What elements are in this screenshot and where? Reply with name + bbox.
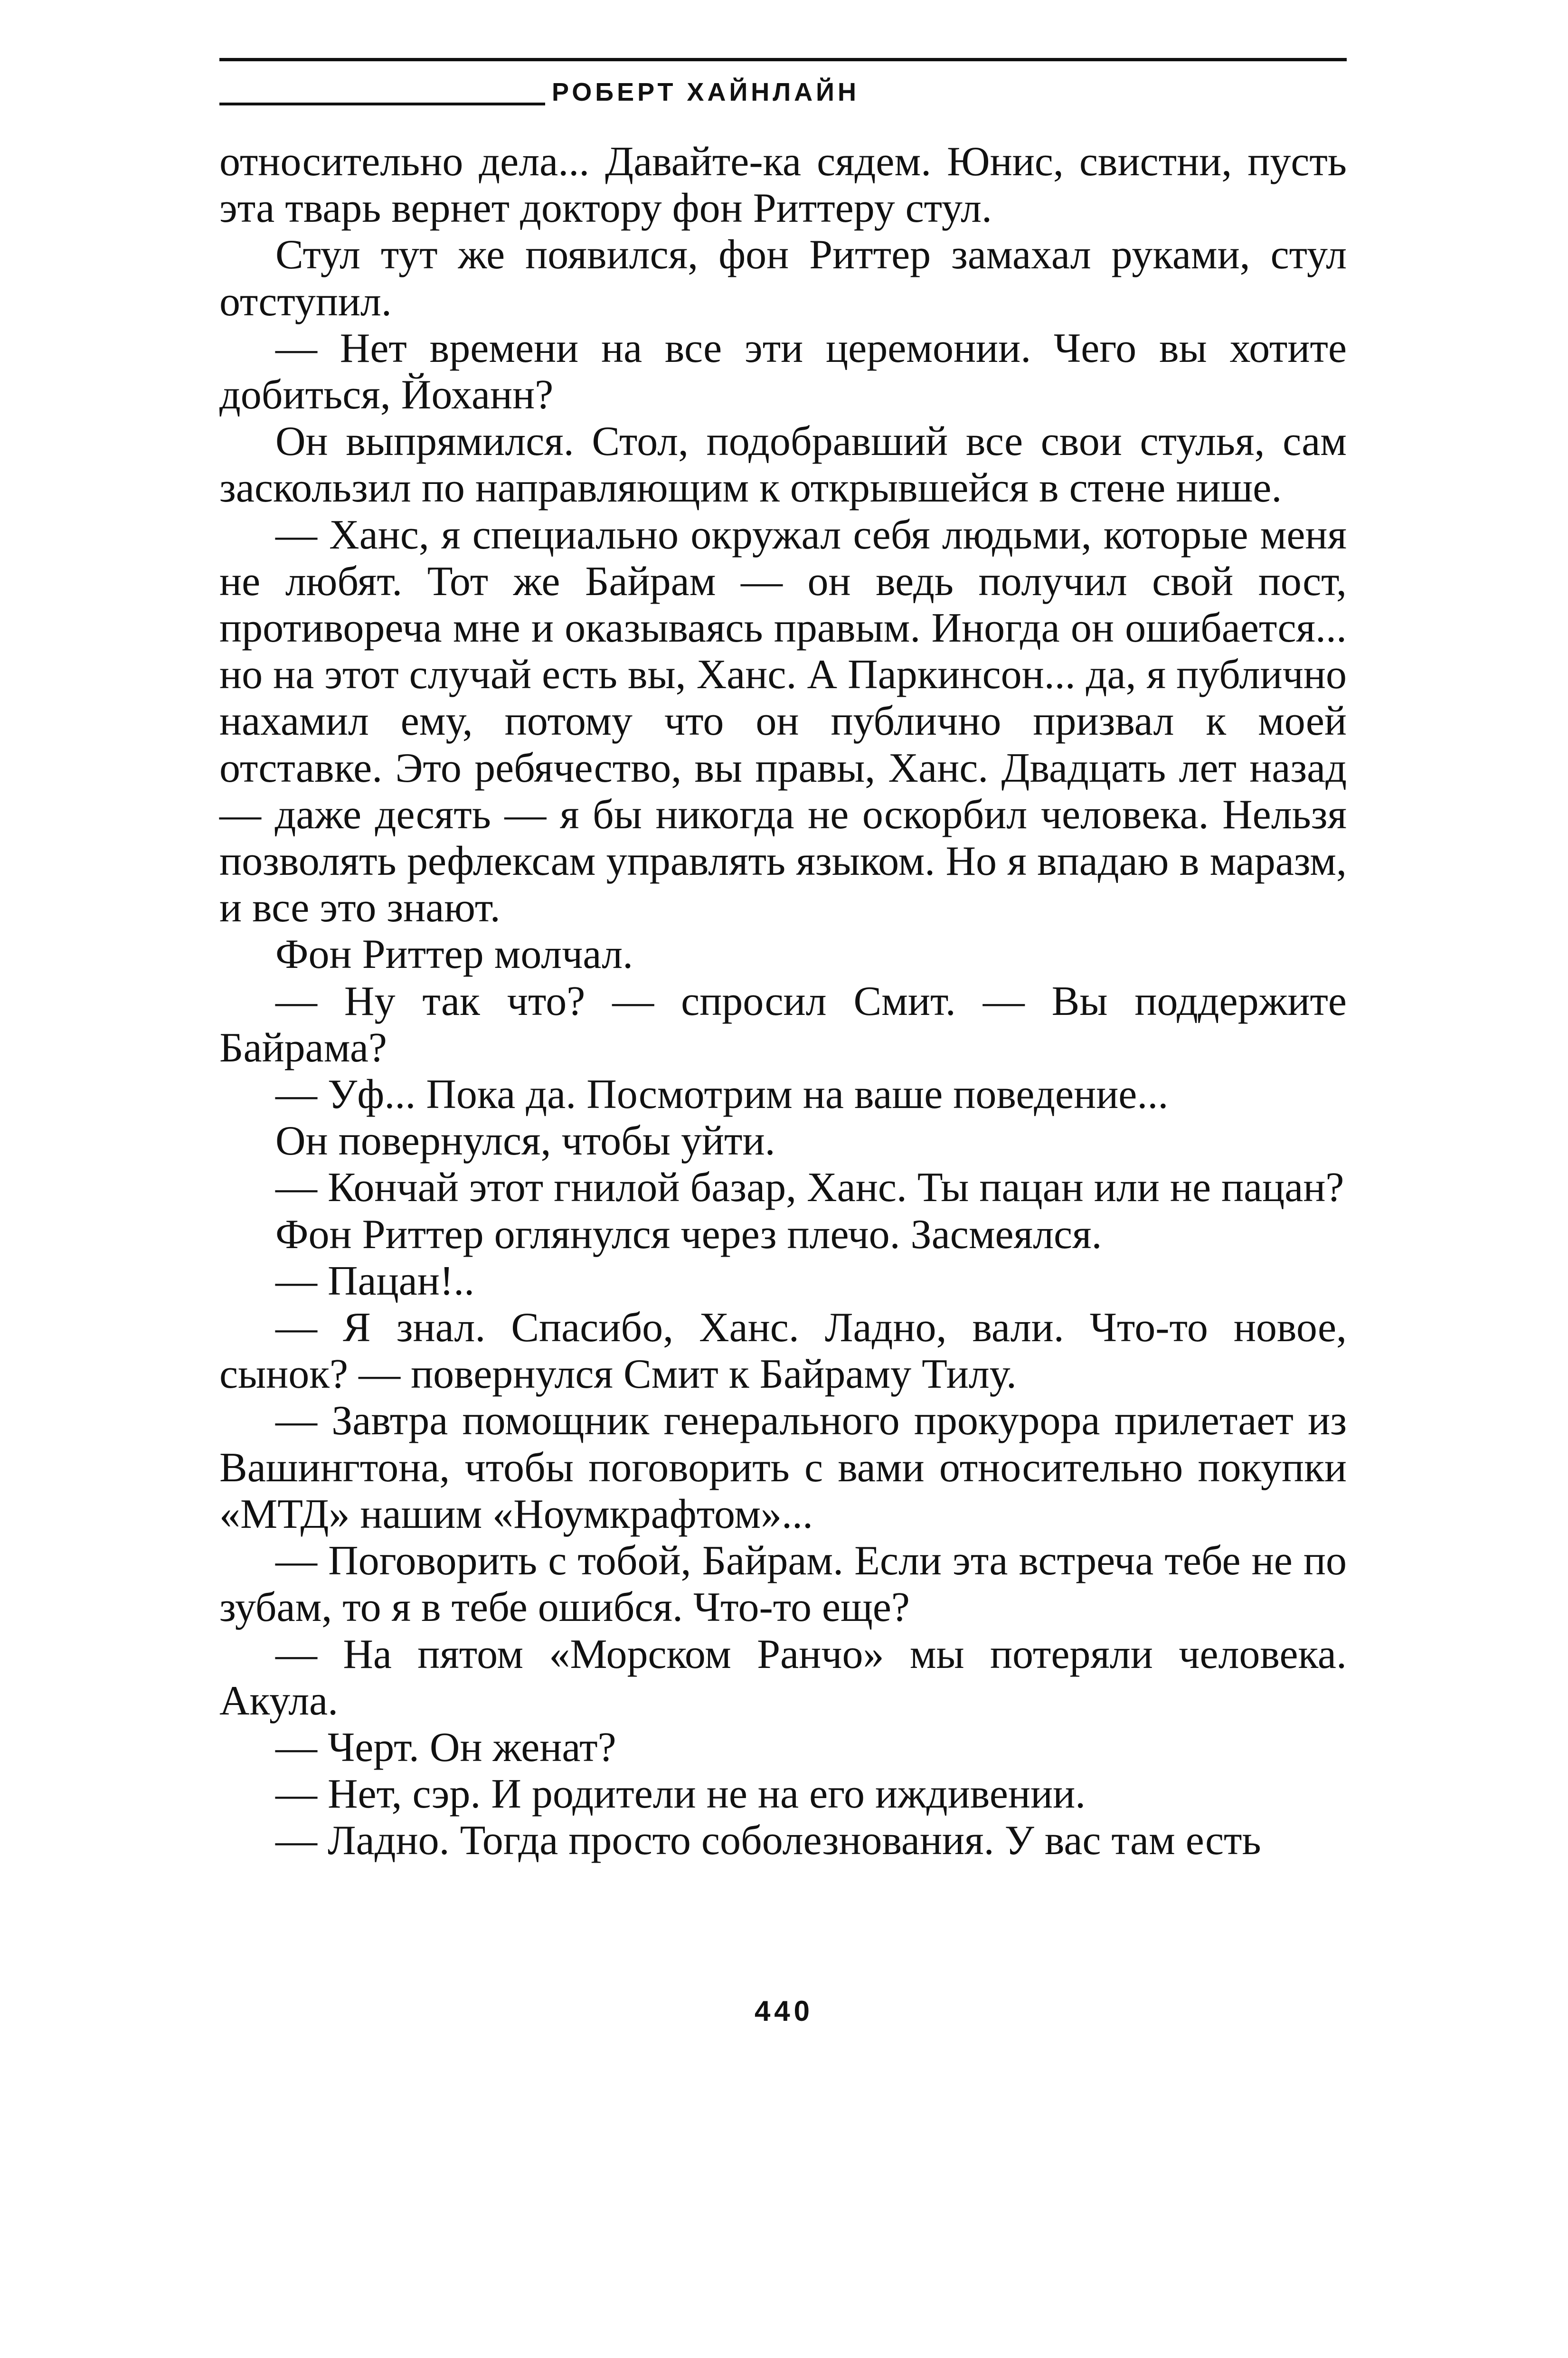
- paragraph: — Нет, сэр. И родители не на его иждивении.: [275, 1771, 1086, 1818]
- page-header: [219, 51, 1347, 118]
- paragraph: — На пятом «Морском Ранчо» мы потеряли человека. Акула.: [219, 1631, 1347, 1724]
- page-number: 440: [754, 1995, 814, 2027]
- paragraph: — Поговорить с тобой, Байрам. Если эта встреча тебе не по зубам, то я в тебе ошибся. Что-то еще?: [219, 1538, 1347, 1631]
- paragraph: — Завтра помощник генерального прокурора прилетает из Вашингтона, чтобы поговорить с вами относительно покупки «МТД» нашим «Ноумкрафтом»...: [219, 1398, 1347, 1537]
- paragraph: относительно дела... Давайте-ка сядем. Юнис, свистни, пусть эта тварь вернет доктору фон Риттеру стул.: [219, 139, 1347, 232]
- paragraph: Стул тут же появился, фон Риттер замахал руками, стул отступил.: [219, 232, 1347, 325]
- header-left-rule: [219, 103, 545, 105]
- paragraph: — Ладно. Тогда просто соболезнования. У вас там есть: [275, 1818, 1261, 1864]
- paragraph: — Пацан!..: [275, 1258, 475, 1304]
- paragraph: — Нет времени на все эти церемонии. Чего вы хотите добиться, Йоханн?: [219, 325, 1347, 418]
- paragraph: — Уф... Пока да. Посмотрим на ваше поведение...: [275, 1071, 1169, 1118]
- running-title: РОБЕРТ ХАЙНЛАЙН: [552, 78, 860, 106]
- paragraph: — Кончай этот гнилой базар, Ханс. Ты пацан или не пацан?: [275, 1165, 1344, 1211]
- header-top-rule: [219, 58, 1347, 61]
- paragraph: Он повернулся, чтобы уйти.: [275, 1118, 775, 1165]
- paragraph: Фон Риттер молчал.: [275, 931, 633, 978]
- paragraph: — Ханс, я специально окружал себя людьми, которые меня не любят. Тот же Байрам — он ведь получил свой пост, противореча мне и оказываясь правым. Иногда он ошибается... но на этот случай есть вы, Ханс. А Паркинсон... да, я публично нахамил ему, потому что он публично призвал к моей отставке. Это ребячество, вы правы, Ханс. Двадцать лет назад — даже десять — я бы никогда не оскорбил человека. Нельзя позволять рефлексам управлять языком. Но я впадаю в маразм, и все это знают.: [219, 511, 1347, 931]
- paragraph: — Я знал. Спасибо, Ханс. Ладно, вали. Что-то новое, сынок? — повернулся Смит к Байраму Тилу.: [219, 1305, 1347, 1398]
- paragraph: — Ну так что? — спросил Смит. — Вы поддержите Байрама?: [219, 978, 1347, 1071]
- paragraph: Он выпрямился. Стол, подобравший все свои стулья, сам заскользил по направляющим к открывшейся в стене нише.: [219, 418, 1347, 511]
- paragraph: Фон Риттер оглянулся через плечо. Засмеялся.: [275, 1211, 1102, 1258]
- paragraph: — Черт. Он женат?: [275, 1724, 616, 1771]
- body-text: [219, 139, 1347, 1865]
